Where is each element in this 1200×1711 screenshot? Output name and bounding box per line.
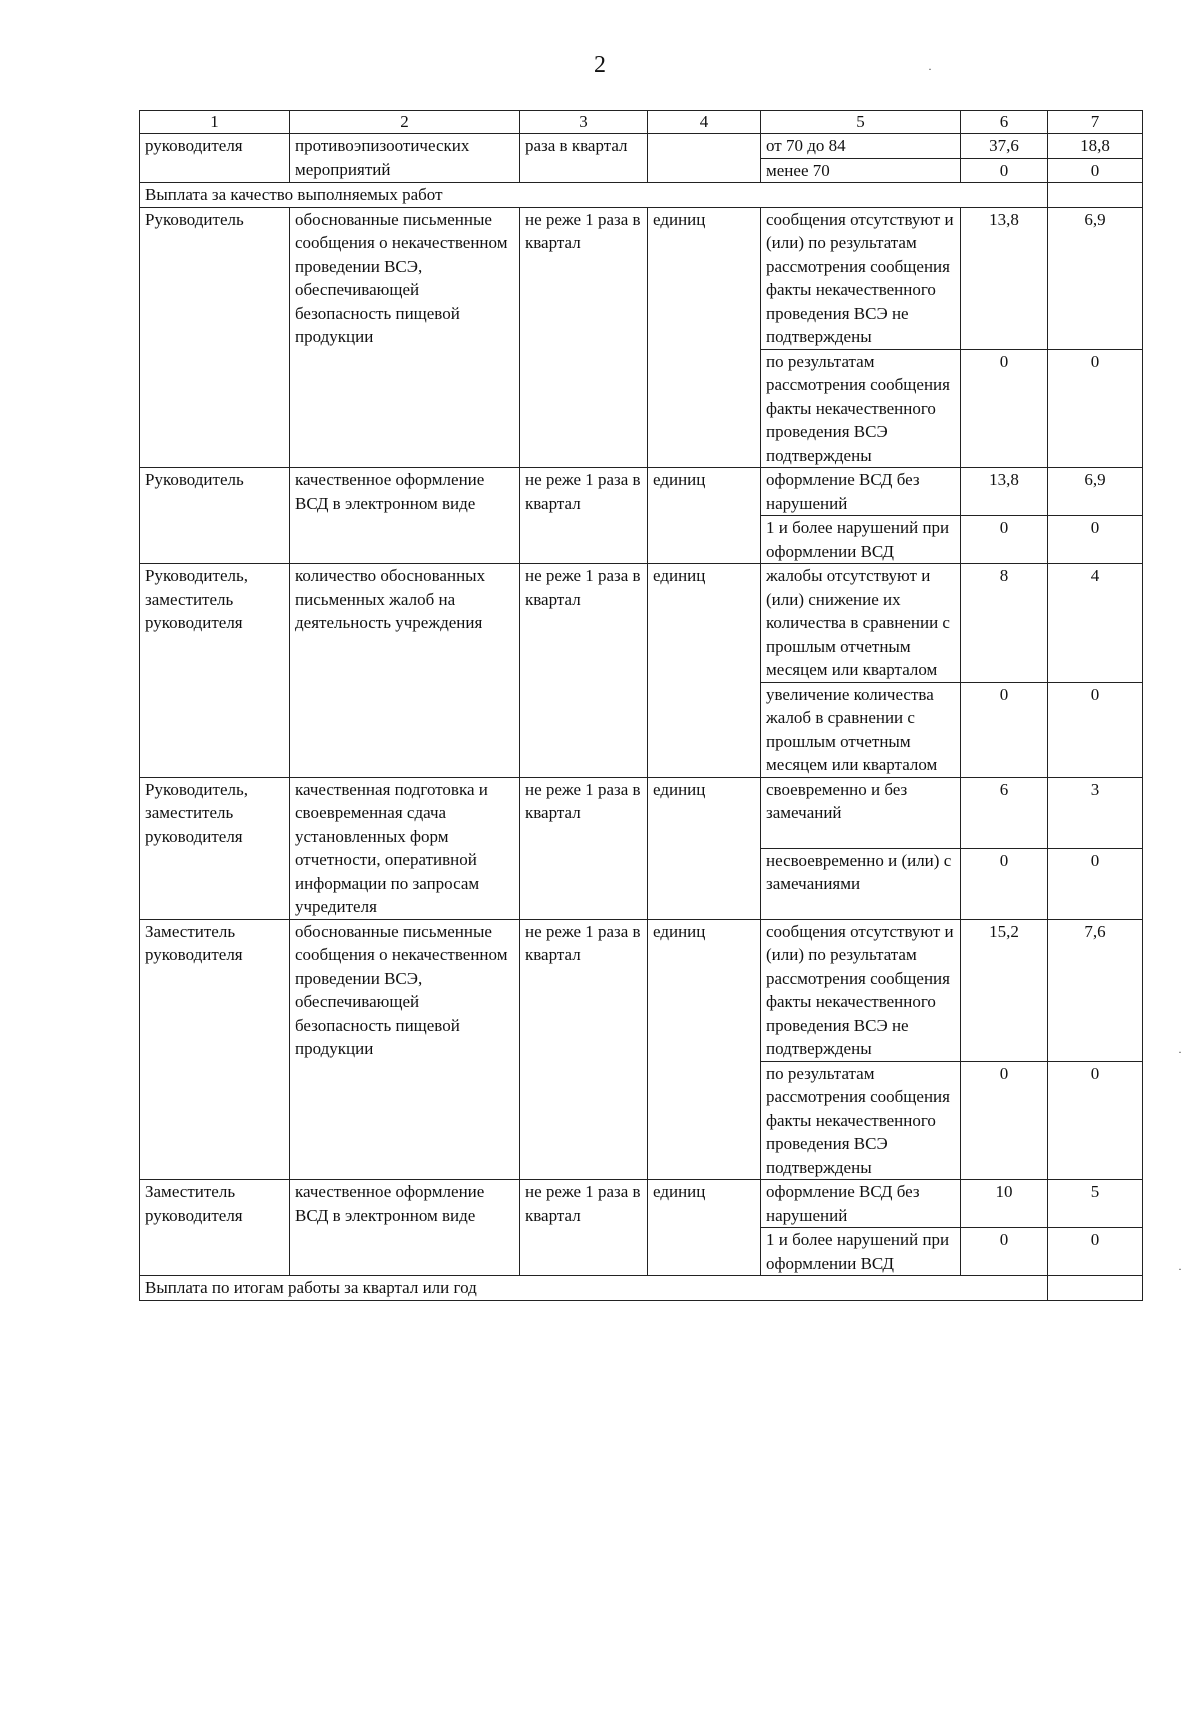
value-cell: 6,9 (1048, 207, 1143, 349)
table-row (140, 207, 1143, 349)
criterion-cell: несвоевременно и (или) с замечаниями (761, 848, 961, 919)
section-empty-cell (1048, 183, 1143, 208)
unit-cell: единиц (648, 777, 761, 919)
position-cell: Руководитель, заместитель руководителя (140, 777, 290, 919)
page-number: 2 (594, 52, 606, 78)
section-empty-cell (1048, 1276, 1143, 1301)
unit-cell (648, 134, 761, 183)
value-cell: 8 (961, 564, 1048, 683)
value-cell: 0 (1048, 1228, 1143, 1276)
value-cell: 6 (961, 777, 1048, 848)
criterion-cell: 1 и более нарушений при оформлении ВСД (761, 516, 961, 564)
section-title: Выплата по итогам работы за квартал или год (140, 1276, 1048, 1301)
table-row (140, 564, 1143, 683)
value-cell: 0 (961, 349, 1048, 468)
criterion-cell: увеличение количества жалоб в сравнении с прошлым отчетным месяцем или кварталом (761, 682, 961, 777)
unit-cell: единиц (648, 1180, 761, 1276)
periodicity-cell: не реже 1 раза в квартал (520, 777, 648, 919)
periodicity-cell: не реже 1 раза в квартал (520, 468, 648, 564)
unit-cell: единиц (648, 564, 761, 778)
section-row (140, 1276, 1143, 1301)
value-cell: 0 (1048, 516, 1143, 564)
value-cell: 3 (1048, 777, 1143, 848)
value-cell: 15,2 (961, 919, 1048, 1061)
value-cell: 18,8 (1048, 134, 1143, 159)
indicator-cell: обоснованные письменные сообщения о некачественном проведении ВСЭ, обеспечивающей безопасность пищевой продукции (290, 207, 520, 468)
indicator-cell: обоснованные письменные сообщения о некачественном проведении ВСЭ, обеспечивающей безопасность пищевой продукции (290, 919, 520, 1180)
value-cell: 4 (1048, 564, 1143, 683)
table-row (140, 468, 1143, 516)
value-cell: 0 (961, 158, 1048, 183)
section-row (140, 183, 1143, 208)
table-row (140, 919, 1143, 1061)
value-cell: 0 (1048, 682, 1143, 777)
unit-cell: единиц (648, 919, 761, 1180)
position-cell: Руководитель (140, 207, 290, 468)
criterion-cell: сообщения отсутствуют и (или) по результатам рассмотрения сообщения факты некачественного проведения ВСЭ не подтверждены (761, 207, 961, 349)
periodicity-cell: не реже 1 раза в квартал (520, 919, 648, 1180)
periodicity-cell: не реже 1 раза в квартал (520, 564, 648, 778)
value-cell: 0 (961, 682, 1048, 777)
section-title: Выплата за качество выполняемых работ (140, 183, 1048, 208)
criterion-cell: от 70 до 84 (761, 134, 961, 159)
criterion-cell: по результатам рассмотрения сообщения факты некачественного проведения ВСЭ подтверждены (761, 349, 961, 468)
criterion-cell: оформление ВСД без нарушений (761, 468, 961, 516)
unit-cell: единиц (648, 207, 761, 468)
table-row (140, 777, 1143, 848)
value-cell: 10 (961, 1180, 1048, 1228)
unit-cell: единиц (648, 468, 761, 564)
scan-speck: · (928, 62, 932, 76)
column-number: 2 (290, 111, 520, 134)
value-cell: 37,6 (961, 134, 1048, 159)
position-cell: Руководитель (140, 468, 290, 564)
indicator-cell: качественное оформление ВСД в электронном виде (290, 468, 520, 564)
periodicity-cell: не реже 1 раза в квартал (520, 1180, 648, 1276)
criterion-cell: 1 и более нарушений при оформлении ВСД (761, 1228, 961, 1276)
value-cell: 6,9 (1048, 468, 1143, 516)
value-cell: 0 (961, 1228, 1048, 1276)
value-cell: 7,6 (1048, 919, 1143, 1061)
periodicity-cell: раза в квартал (520, 134, 648, 183)
indicator-cell: противоэпизоотических мероприятий (290, 134, 520, 183)
criterion-cell: менее 70 (761, 158, 961, 183)
value-cell: 0 (961, 848, 1048, 919)
value-cell: 0 (961, 516, 1048, 564)
value-cell: 13,8 (961, 468, 1048, 516)
indicator-cell: качественное оформление ВСД в электронном виде (290, 1180, 520, 1276)
position-cell: Заместитель руководителя (140, 1180, 290, 1276)
indicator-cell: количество обоснованных письменных жалоб на деятельность учреждения (290, 564, 520, 778)
column-number: 5 (761, 111, 961, 134)
position-cell: Заместитель руководителя (140, 919, 290, 1180)
column-number: 4 (648, 111, 761, 134)
periodicity-cell: не реже 1 раза в квартал (520, 207, 648, 468)
value-cell: 0 (1048, 848, 1143, 919)
column-number: 3 (520, 111, 648, 134)
criterion-cell: сообщения отсутствуют и (или) по результатам рассмотрения сообщения факты некачественного проведения ВСЭ не подтверждены (761, 919, 961, 1061)
criterion-cell: своевременно и без замечаний (761, 777, 961, 848)
value-cell: 5 (1048, 1180, 1143, 1228)
value-cell: 0 (1048, 158, 1143, 183)
payments-table (139, 110, 1143, 1301)
position-cell: Руководитель, заместитель руководителя (140, 564, 290, 778)
column-number: 7 (1048, 111, 1143, 134)
column-number-row (140, 111, 1143, 134)
criterion-cell: по результатам рассмотрения сообщения факты некачественного проведения ВСЭ подтверждены (761, 1061, 961, 1180)
table-row (140, 134, 1143, 159)
position-cell: руководителя (140, 134, 290, 183)
criterion-cell: оформление ВСД без нарушений (761, 1180, 961, 1228)
value-cell: 13,8 (961, 207, 1048, 349)
scan-speck: · (1178, 1045, 1182, 1059)
value-cell: 0 (1048, 1061, 1143, 1180)
value-cell: 0 (1048, 349, 1143, 468)
value-cell: 0 (961, 1061, 1048, 1180)
column-number: 6 (961, 111, 1048, 134)
criterion-cell: жалобы отсутствуют и (или) снижение их количества в сравнении с прошлым отчетным месяцем или кварталом (761, 564, 961, 683)
table-row (140, 1180, 1143, 1228)
scan-speck: · (1178, 1262, 1182, 1276)
column-number: 1 (140, 111, 290, 134)
indicator-cell: качественная подготовка и своевременная сдача установленных форм отчетности, оперативной информации по запросам учредителя (290, 777, 520, 919)
